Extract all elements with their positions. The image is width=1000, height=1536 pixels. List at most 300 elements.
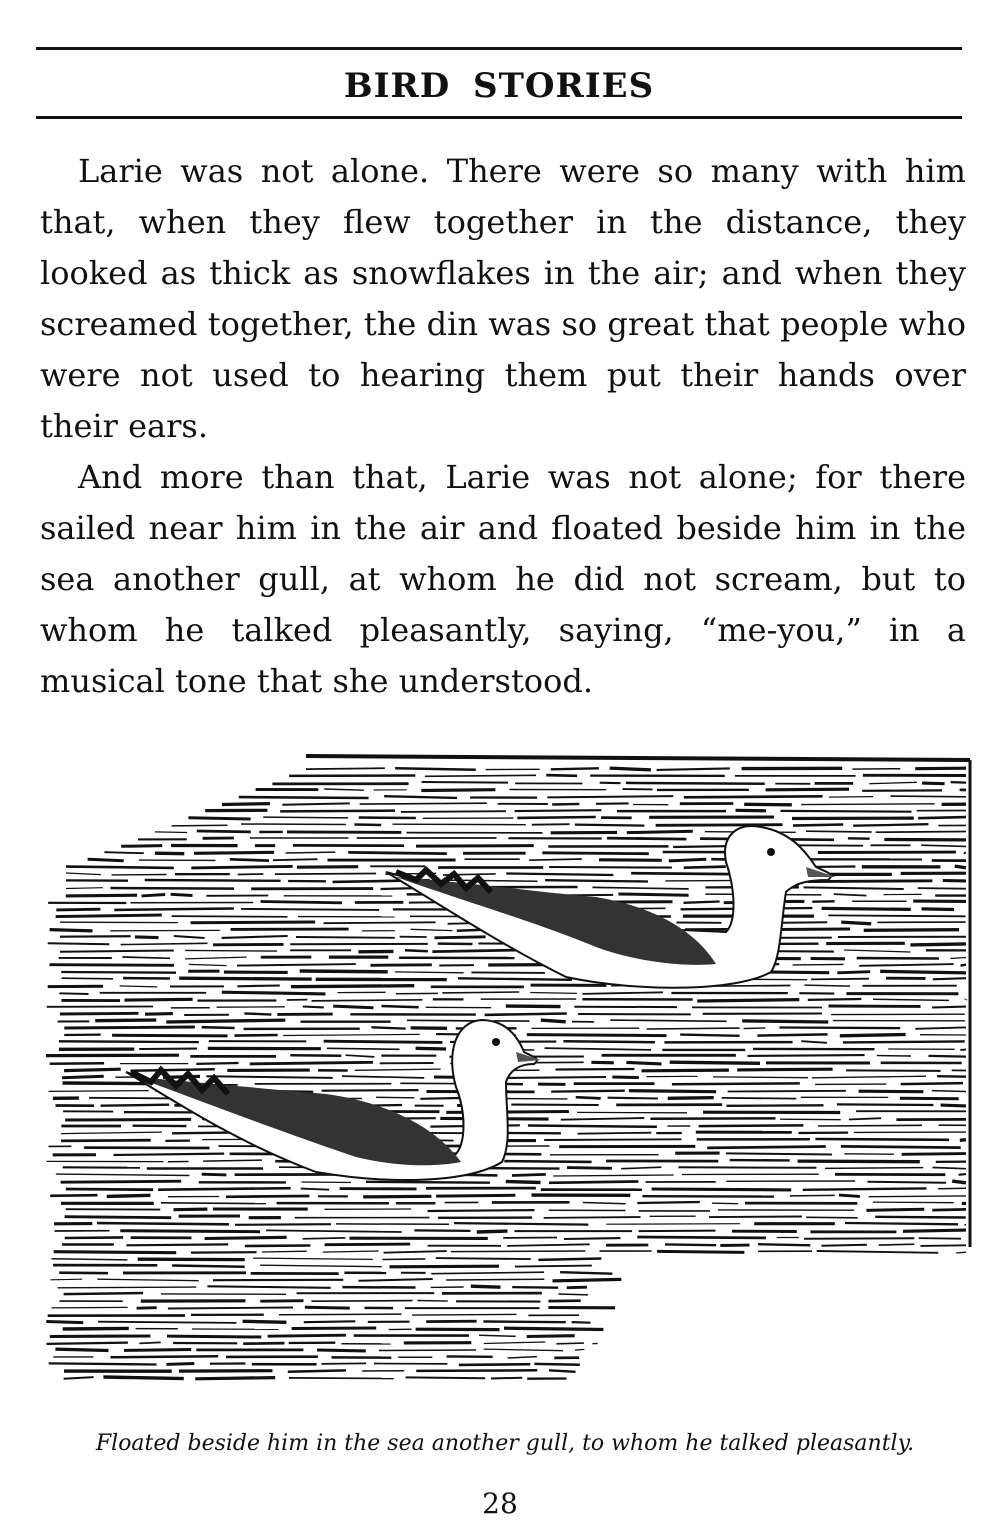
- water-hatch-line: [287, 832, 401, 833]
- water-hatch-line: [551, 768, 599, 769]
- water-hatch-line: [876, 832, 966, 833]
- water-hatch-line: [902, 1154, 966, 1155]
- water-hatch-line: [532, 824, 570, 825]
- water-hatch-line: [95, 1020, 156, 1021]
- water-hatch-line: [657, 1251, 744, 1252]
- water-hatch-line: [599, 860, 662, 861]
- water-hatch-line: [379, 1350, 476, 1351]
- water-hatch-line: [932, 1209, 966, 1210]
- water-hatch-line: [812, 1076, 926, 1078]
- water-hatch-line: [506, 1182, 541, 1183]
- water-hatch-line: [202, 1027, 235, 1028]
- water-hatch-line: [121, 943, 208, 944]
- water-hatch-line: [758, 1244, 810, 1245]
- water-hatch-line: [145, 880, 281, 881]
- water-hatch-line: [629, 1091, 716, 1092]
- water-hatch-line: [243, 1343, 284, 1344]
- water-hatch-line: [64, 1069, 121, 1070]
- water-hatch-line: [778, 929, 850, 930]
- water-hatch-line: [454, 1223, 588, 1225]
- water-hatch-line: [360, 803, 487, 804]
- water-hatch-line: [669, 859, 707, 861]
- water-hatch-line: [304, 1321, 356, 1322]
- water-hatch-line: [697, 1000, 799, 1001]
- water-hatch-line: [672, 1083, 800, 1084]
- water-hatch-line: [60, 951, 174, 952]
- water-hatch-line: [961, 965, 967, 966]
- water-hatch-line: [167, 1336, 261, 1337]
- water-hatch-line: [280, 811, 395, 812]
- water-hatch-line: [560, 1272, 612, 1274]
- water-hatch-line: [544, 1139, 681, 1140]
- water-hatch-line: [505, 1077, 606, 1078]
- water-hatch-line: [915, 1027, 966, 1028]
- water-hatch-line: [64, 1027, 195, 1028]
- water-hatch-line: [806, 831, 872, 832]
- water-hatch-line: [288, 1370, 346, 1371]
- water-hatch-line: [50, 1279, 82, 1280]
- water-hatch-line: [322, 1090, 419, 1091]
- water-hatch-line: [239, 797, 369, 798]
- water-hatch-line: [66, 1189, 153, 1190]
- water-hatch-line: [145, 1014, 173, 1015]
- water-hatch-line: [66, 867, 174, 868]
- water-hatch-line: [804, 1238, 914, 1239]
- water-hatch-line: [97, 1223, 229, 1224]
- water-hatch-line: [103, 1377, 183, 1379]
- water-hatch-line: [757, 1034, 827, 1035]
- water-hatch-line: [626, 1062, 661, 1064]
- water-hatch-line: [250, 1062, 373, 1064]
- water-hatch-line: [709, 1217, 802, 1218]
- water-hatch-line: [126, 1244, 228, 1245]
- water-hatch-line: [919, 1238, 961, 1239]
- water-hatch-line: [158, 1188, 291, 1190]
- water-hatch-line: [922, 783, 945, 784]
- water-hatch-line: [124, 1350, 191, 1351]
- water-hatch-line: [572, 1322, 591, 1323]
- water-hatch-line: [657, 768, 730, 770]
- water-hatch-line: [637, 1237, 766, 1238]
- water-hatch-line: [822, 908, 911, 909]
- water-hatch-line: [172, 1266, 245, 1267]
- water-hatch-line: [363, 1196, 431, 1197]
- paragraph-2: And more than that, Larie was not alone; for there sailed near him in the air and floated beside him in the sea another gull, at whom he did not scream, but to whom he talked pleasantly, saying, “me-you,” in a musical tone that she understood.: [40, 458, 966, 700]
- water-hatch-line: [205, 1237, 287, 1238]
- water-hatch-line: [950, 958, 966, 959]
- water-hatch-line: [245, 1246, 311, 1247]
- water-hatch-line: [744, 804, 792, 805]
- water-hatch-line: [282, 803, 350, 804]
- water-hatch-line: [56, 909, 100, 910]
- water-hatch-line: [859, 1091, 924, 1092]
- water-hatch-line: [65, 1119, 191, 1120]
- water-hatch-line: [428, 1210, 535, 1211]
- water-hatch-line: [822, 1245, 867, 1246]
- water-hatch-line: [189, 964, 227, 965]
- water-hatch-line: [346, 1055, 375, 1057]
- water-hatch-line: [325, 1244, 411, 1245]
- water-hatch-line: [837, 1104, 934, 1105]
- water-hatch-line: [422, 782, 509, 783]
- water-hatch-line: [869, 1196, 966, 1197]
- water-hatch-line: [166, 1020, 285, 1022]
- water-hatch-line: [845, 1223, 958, 1224]
- header-top-rule: [36, 47, 962, 50]
- water-hatch-line: [612, 1077, 639, 1078]
- water-hatch-line: [61, 1181, 182, 1182]
- body-text: [40, 146, 966, 707]
- water-hatch-line: [172, 916, 288, 917]
- water-hatch-line: [508, 1357, 537, 1358]
- water-hatch-line: [431, 1272, 544, 1274]
- water-hatch-line: [867, 1182, 946, 1183]
- water-hatch-line: [253, 1258, 373, 1259]
- water-hatch-line: [61, 972, 176, 973]
- water-hatch-line: [556, 1069, 635, 1070]
- water-hatch-line: [806, 1217, 857, 1218]
- water-hatch-line: [829, 797, 873, 798]
- water-hatch-line: [818, 1125, 922, 1126]
- water-hatch-line: [684, 796, 823, 797]
- water-hatch-line: [804, 887, 904, 889]
- water-hatch-line: [748, 1055, 865, 1056]
- water-hatch-line: [420, 1098, 459, 1099]
- water-hatch-line: [301, 1182, 351, 1183]
- water-hatch-line: [607, 838, 686, 839]
- water-hatch-line: [781, 811, 912, 812]
- water-hatch-line: [49, 1363, 157, 1364]
- water-hatch-line: [576, 1097, 601, 1098]
- water-hatch-line: [311, 1301, 412, 1302]
- running-title: BIRD STORIES: [343, 66, 655, 106]
- water-hatch-line: [610, 1020, 726, 1021]
- water-hatch-line: [853, 824, 928, 826]
- water-hatch-line: [359, 818, 416, 819]
- water-hatch-line: [142, 895, 166, 896]
- water-hatch-line: [107, 1195, 151, 1196]
- water-hatch-line: [203, 1160, 262, 1161]
- water-hatch-line: [384, 796, 457, 798]
- water-hatch-line: [161, 1203, 266, 1204]
- water-hatch-line: [575, 825, 645, 826]
- water-hatch-line: [873, 999, 949, 1000]
- water-hatch-line: [553, 1279, 622, 1281]
- water-hatch-line: [275, 874, 376, 875]
- water-hatch-line: [901, 1083, 963, 1084]
- water-hatch-line: [512, 1287, 558, 1288]
- water-hatch-line: [471, 972, 545, 973]
- water-hatch-line: [384, 1251, 447, 1253]
- water-hatch-line: [726, 1153, 832, 1154]
- water-hatch-line: [446, 1279, 544, 1280]
- water-hatch-line: [828, 915, 965, 916]
- page-number: 28: [482, 1487, 518, 1520]
- water-hatch-line: [235, 1224, 331, 1225]
- water-hatch-line: [626, 783, 765, 784]
- water-hatch-line: [50, 1063, 104, 1064]
- water-hatch-line: [910, 944, 966, 945]
- water-hatch-line: [551, 1091, 625, 1092]
- water-hatch-line: [436, 1258, 531, 1259]
- water-hatch-line: [553, 1175, 673, 1176]
- water-hatch-line: [621, 1167, 661, 1169]
- water-hatch-line: [491, 1378, 522, 1379]
- water-hatch-line: [639, 1231, 716, 1232]
- water-hatch-line: [196, 1063, 238, 1064]
- water-hatch-line: [425, 775, 536, 776]
- water-hatch-line: [915, 768, 966, 769]
- water-hatch-line: [125, 999, 193, 1000]
- water-hatch-line: [297, 867, 358, 868]
- water-hatch-line: [485, 1014, 567, 1015]
- water-hatch-line: [120, 986, 158, 987]
- water-hatch-line: [798, 1161, 920, 1162]
- water-hatch-line: [114, 909, 234, 910]
- water-hatch-line: [567, 1287, 587, 1288]
- water-hatch-line: [558, 1294, 588, 1295]
- water-hatch-line: [46, 1322, 83, 1323]
- water-hatch-line: [64, 1293, 144, 1294]
- water-hatch-line: [504, 1161, 591, 1162]
- water-hatch-line: [348, 852, 447, 853]
- water-hatch-line: [312, 1000, 423, 1001]
- water-hatch-line: [780, 1119, 841, 1120]
- water-hatch-line: [179, 978, 312, 979]
- water-hatch-line: [744, 1028, 766, 1029]
- water-hatch-line: [238, 874, 264, 875]
- water-hatch-line: [544, 1217, 641, 1218]
- water-hatch-line: [188, 818, 250, 819]
- water-hatch-line: [286, 852, 336, 853]
- water-hatch-line: [261, 902, 343, 903]
- water-hatch-line: [929, 1056, 967, 1057]
- water-hatch-line: [801, 804, 935, 805]
- water-hatch-line: [582, 992, 663, 994]
- water-hatch-line: [627, 831, 693, 832]
- water-hatch-line: [825, 1168, 923, 1169]
- water-hatch-line: [110, 888, 234, 889]
- water-hatch-line: [112, 1035, 227, 1036]
- water-hatch-line: [416, 1370, 537, 1371]
- water-hatch-line: [54, 1252, 177, 1253]
- water-hatch-line: [545, 1048, 652, 1050]
- water-hatch-line: [241, 909, 379, 910]
- water-hatch-line: [530, 993, 577, 994]
- water-hatch-line: [512, 1174, 546, 1175]
- water-hatch-line: [529, 859, 582, 860]
- water-hatch-line: [411, 929, 453, 930]
- water-hatch-line: [382, 1259, 425, 1260]
- water-hatch-line: [52, 1259, 128, 1260]
- water-hatch-line: [283, 1034, 420, 1035]
- water-hatch-line: [359, 1279, 433, 1281]
- water-hatch-line: [804, 985, 850, 986]
- water-hatch-line: [135, 937, 159, 938]
- water-hatch-line: [459, 1364, 531, 1365]
- water-hatch-line: [647, 1028, 740, 1029]
- water-hatch-line: [263, 817, 348, 818]
- water-hatch-line: [197, 831, 251, 832]
- water-hatch-line: [342, 1076, 424, 1078]
- water-hatch-line: [515, 1266, 592, 1267]
- water-hatch-line: [780, 1028, 901, 1029]
- water-hatch-line: [421, 790, 495, 791]
- water-hatch-line: [62, 1076, 104, 1078]
- water-hatch-line: [303, 1238, 346, 1239]
- water-hatch-line: [390, 1266, 500, 1267]
- water-hatch-line: [564, 1238, 621, 1239]
- water-hatch-line: [477, 1231, 508, 1232]
- water-hatch-line: [292, 1328, 377, 1329]
- water-hatch-line: [684, 867, 726, 868]
- water-hatch-line: [859, 964, 953, 966]
- gull-front: [126, 1020, 541, 1180]
- water-hatch-line: [471, 1286, 501, 1287]
- water-hatch-line: [575, 1349, 584, 1350]
- water-hatch-line: [417, 1301, 447, 1302]
- water-hatch-line: [48, 943, 110, 944]
- water-hatch-line: [61, 1132, 162, 1134]
- water-hatch-line: [591, 1062, 613, 1063]
- water-hatch-line: [932, 1007, 966, 1008]
- water-hatch-line: [955, 866, 966, 868]
- water-hatch-line: [64, 1377, 94, 1379]
- water-hatch-line: [65, 1237, 123, 1238]
- water-hatch-line: [66, 888, 103, 889]
- water-hatch-line: [921, 1245, 967, 1246]
- water-hatch-line: [903, 1230, 966, 1231]
- water-hatch-line: [207, 1286, 330, 1288]
- water-hatch-line: [451, 1251, 586, 1252]
- water-hatch-line: [541, 1020, 566, 1022]
- water-hatch-line: [405, 950, 428, 951]
- water-hatch-line: [432, 950, 515, 952]
- water-hatch-line: [237, 986, 279, 987]
- water-hatch-line: [414, 1230, 470, 1231]
- water-hatch-line: [507, 1244, 590, 1246]
- water-hatch-line: [195, 1378, 275, 1379]
- water-hatch-line: [890, 796, 966, 797]
- water-hatch-line: [592, 887, 688, 889]
- water-hatch-line: [110, 1356, 218, 1357]
- water-hatch-line: [435, 937, 486, 938]
- water-hatch-line: [262, 1251, 307, 1252]
- water-hatch-line: [527, 1035, 667, 1036]
- water-hatch-line: [97, 1279, 198, 1281]
- water-hatch-line: [355, 1069, 441, 1070]
- water-hatch-line: [815, 1139, 949, 1140]
- water-hatch-line: [680, 1035, 739, 1036]
- gulls-illustration: [36, 752, 976, 1394]
- water-hatch-line: [515, 810, 602, 811]
- water-hatch-line: [327, 1048, 400, 1049]
- water-hatch-line: [880, 971, 966, 973]
- water-hatch-line: [296, 937, 395, 938]
- frame-top-edge: [306, 756, 970, 760]
- water-hatch-line: [932, 1091, 966, 1092]
- water-hatch-line: [155, 832, 187, 833]
- water-hatch-line: [610, 768, 651, 770]
- water-hatch-line: [174, 936, 205, 938]
- water-hatch-line: [260, 1265, 382, 1267]
- water-hatch-line: [951, 782, 966, 783]
- water-hatch-line: [172, 825, 228, 826]
- water-hatch-line: [840, 1035, 906, 1036]
- water-hatch-line: [737, 1069, 832, 1070]
- water-hatch-line: [534, 1364, 579, 1365]
- water-hatch-line: [401, 811, 506, 812]
- water-hatch-line: [436, 1195, 515, 1196]
- water-hatch-line: [952, 1181, 966, 1183]
- water-hatch-line: [517, 817, 595, 818]
- water-hatch-line: [483, 1322, 565, 1323]
- water-hatch-line: [766, 789, 849, 790]
- water-hatch-line: [713, 1077, 808, 1078]
- water-hatch-line: [122, 957, 170, 958]
- water-hatch-line: [918, 817, 966, 818]
- water-hatch-line: [222, 804, 270, 805]
- water-hatch-line: [226, 1196, 310, 1197]
- water-hatch-line: [933, 1168, 967, 1169]
- water-hatch-line: [131, 1069, 215, 1070]
- water-hatch-line: [51, 1307, 127, 1308]
- water-hatch-line: [793, 825, 843, 826]
- water-hatch-line: [578, 1133, 652, 1134]
- water-hatch-line: [65, 1217, 172, 1218]
- water-hatch-line: [305, 1307, 350, 1308]
- water-hatch-line: [88, 859, 124, 861]
- water-hatch-line: [864, 930, 959, 931]
- water-hatch-line: [279, 1314, 402, 1315]
- water-hatch-line: [484, 1349, 563, 1351]
- water-hatch-line: [370, 965, 431, 966]
- water-hatch-line: [817, 1251, 938, 1253]
- water-hatch-line: [567, 1168, 612, 1169]
- water-hatch-line: [547, 796, 673, 797]
- water-hatch-line: [66, 895, 137, 896]
- water-hatch-line: [528, 1126, 657, 1127]
- water-hatch-line: [606, 1224, 740, 1225]
- water-hatch-line: [58, 1287, 197, 1288]
- water-hatch-line: [395, 972, 464, 973]
- water-hatch-line: [549, 867, 672, 868]
- water-hatch-line: [322, 1363, 367, 1364]
- water-hatch-line: [222, 936, 288, 938]
- water-hatch-line: [608, 1098, 658, 1099]
- water-hatch-line: [185, 957, 247, 959]
- water-hatch-line: [849, 1118, 881, 1119]
- water-hatch-line: [268, 1335, 346, 1336]
- water-hatch-line: [504, 1328, 603, 1329]
- water-hatch-line: [194, 852, 274, 853]
- water-hatch-line: [549, 1182, 638, 1183]
- water-hatch-line: [960, 1140, 966, 1141]
- gull-back: [386, 826, 836, 988]
- water-hatch-line: [790, 1195, 835, 1196]
- water-hatch-line: [844, 950, 910, 952]
- water-hatch-line: [665, 1244, 716, 1245]
- water-hatch-line: [290, 1055, 341, 1056]
- water-hatch-line: [49, 1091, 149, 1092]
- water-hatch-line: [727, 1105, 824, 1106]
- water-hatch-line: [185, 950, 277, 951]
- water-hatch-line: [875, 1217, 966, 1218]
- water-hatch-line: [59, 1041, 199, 1042]
- water-hatch-line: [291, 986, 414, 987]
- water-hatch-line: [121, 846, 162, 847]
- water-hatch-line: [416, 846, 534, 847]
